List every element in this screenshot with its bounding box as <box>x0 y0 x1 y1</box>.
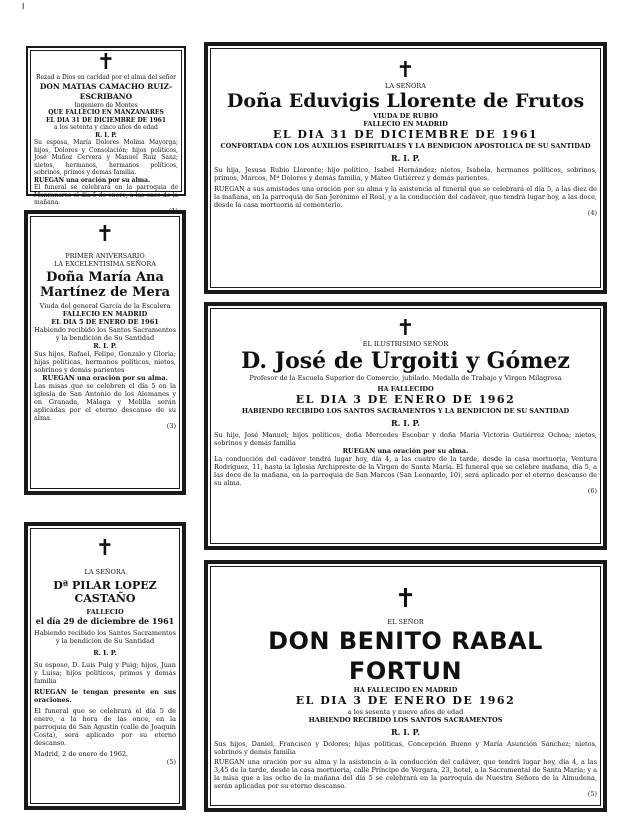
cross-icon: ✝ <box>96 50 116 75</box>
cross-icon: ✝ <box>394 584 417 614</box>
death-date: EL DIA 3 DE ENERO DE 1962 <box>295 393 516 406</box>
notice-number: (4) <box>587 209 597 217</box>
honorific-title: EL ILUSTRISIMO SEÑOR <box>362 340 449 348</box>
age-line: a los sesenta y nueve años de edad <box>347 708 464 716</box>
request-line: RUEGAN una oración por su alma. <box>42 374 168 382</box>
rip-line: R. I. P. <box>93 342 117 350</box>
subtitle: Profesor de la Escuela Superior de Comercio, jubilado. Medalla de Trabajo y Virgen Milagrosa <box>249 374 562 382</box>
death-date: EL DIA 31 DE DICIEMBRE DE 1961 <box>272 128 539 141</box>
obituary-notice-urgoiti-gomez <box>204 302 607 550</box>
death-date: EL DIA 5 DE ENERO DE 1961 <box>51 318 159 326</box>
sacraments-line: Habiendo recibido los Santos Sacramentos y la bendición de Su Santidad <box>34 326 176 342</box>
obituary-notice-llorente-de-frutos <box>204 42 607 294</box>
death-place: QUE FALLECIO EN MANZANARES <box>48 109 164 116</box>
obituary-notice-rabal-fortun <box>204 560 607 812</box>
anniversary-label: PRIMER ANIVERSARIO <box>65 252 145 260</box>
funeral-details: El funeral se celebrará en la parroquia de Manzanares el día 5 de enero, a las once de la mañana. <box>34 184 178 206</box>
death-place: FALLECIO EN MADRID <box>62 310 148 318</box>
obituary-notice-lopez-castano <box>24 522 186 810</box>
notice-intro: Rezad a Dios en caridad por el alma del señor <box>35 74 177 81</box>
status-line: HA FALLECIDO EN MADRID <box>353 686 458 694</box>
deceased-name: DON MATIAS CAMACHO RUIZ-ESCRIBANO <box>39 81 173 101</box>
notice-number: (1) <box>168 206 178 215</box>
notice-number: (6) <box>587 487 597 495</box>
death-place: FALLECIO EN MADRID <box>363 120 448 128</box>
request-line: RUEGAN una oración por su alma. <box>342 447 469 455</box>
page-mark: I <box>22 2 25 11</box>
request-line: RUEGAN le tengan presente en sus oraciones. <box>34 688 176 704</box>
obituary-notice-martinez-de-mera <box>24 210 186 495</box>
subtitle: Viuda del general García de la Escalera <box>39 302 171 310</box>
sacraments-line: Habiendo recibido los Santos Sacramentos y la bendición de Su Santidad <box>34 629 176 645</box>
family-list: Su esposo, D. Luis Puig y Puig; hijos, Juan y Luisa; hijos políticos, primos y demás familia <box>34 661 176 685</box>
status-line: FALLECIO <box>86 608 124 616</box>
cross-icon: ✝ <box>396 316 415 341</box>
widow-line: VIUDA DE RUBIO <box>373 112 438 120</box>
request-line: RUEGAN una oración por su alma. <box>34 176 151 184</box>
status-line: HA FALLECIDO <box>377 385 434 393</box>
family-list: Sus hijos, Daniel, Francisco y Dolores; hijas políticas, Concepción Bueno y María Asunción Sánchez; nietos, sobrinos y demás familia <box>214 740 597 756</box>
family-list: Su esposa, María Dolores Molina Mayorga; hijos, Dolores y Consolación; hijos políticos, José Muñoz Cervera y Manuel Ruiz Sanz; nietos, hermanos, hermanos políticos, sobrinos, primos y demás familia. <box>34 139 178 176</box>
family-list: Sus hijos, Rafael, Felipe, Gonzalo y Gloria; hijas políticas, hermanos políticos, nietos, sobrinos y demás parientes <box>34 350 176 374</box>
honorific-title: LA SEÑORA <box>385 82 426 90</box>
notice-number: (3) <box>166 422 176 430</box>
obituary-notice-camacho <box>26 46 186 215</box>
family-list: Su hijo, José Manuel; hijos políticos, doña Mercedes Escobar y doña María Victoria Gutiérrez Ochoa; nietos, sobrinos y demás familia <box>214 431 597 447</box>
funeral-details: El funeral que se celebrará el día 5 de enero, a la hora de las once, en la parroquia de San Agustín (calle de Joaquín Costa), será aplicado por su eterno descanso. <box>34 707 176 747</box>
deceased-name: D. José de Urgoiti y Gómez <box>241 348 570 374</box>
cross-icon: ✝ <box>95 222 115 247</box>
deceased-name: DON BENITO RABAL FORTUN <box>268 627 543 685</box>
mass-details: Las misas que se celebren el día 5 en la iglesia de San Antonio de los Alemanes y en Granada, Málaga y Melilla serán aplicadas por el eterno descanso de su alma. <box>34 382 176 422</box>
notice-number: (5) <box>587 790 597 798</box>
honorific-title: LA SEÑORA <box>84 568 126 576</box>
rip-line: R. I. P. <box>95 131 117 139</box>
honorific-title: LA EXCELENTISIMA SEÑORA <box>54 260 156 268</box>
cross-icon: ✝ <box>396 58 415 83</box>
rip-line: R. I. P. <box>390 153 420 163</box>
deceased-name: Doña Eduvigis Llorente de Frutos <box>226 90 585 112</box>
age-line: a los setenta y cinco años de edad <box>54 124 158 131</box>
notice-number: (5) <box>166 758 176 766</box>
cross-icon: ✝ <box>95 536 115 561</box>
sacraments-line: HABIENDO RECIBIDO LOS SANTOS SACRAMENTOS <box>308 716 503 724</box>
sacraments-line: HABIENDO RECIBIDO LOS SANTOS SACRAMENTOS Y LA BENDICION DE SU SANTIDAD <box>241 407 570 415</box>
funeral-details: RUEGAN a sus amistades una oración por su alma y la asistencia al funeral que se celebrará el día 5, a las diez de la mañana, en la parroquia de San Jerónimo el Real, y a la conducción del cadáver, que tendrá lugar hoy, a las doce, desde la casa mortuoria al cementerio. <box>214 185 597 209</box>
death-date: el día 29 de diciembre de 1961 <box>35 616 175 626</box>
death-date: EL DIA 3 DE ENERO DE 1962 <box>295 694 516 707</box>
death-date: EL DIA 31 DE DICIEMBRE DE 1961 <box>45 116 167 124</box>
rip-line: R. I. P. <box>93 649 117 657</box>
funeral-details: La conducción del cadáver tendrá lugar hoy, día 4, a las cuatro de la tarde, desde la casa mortuoria, Ventura Rodríguez, 11, hasta la Iglesia Archipreste de la Virgen de Santa María. El funeral que se celebre mañana, día 5, a las doce de la mañana, en la parroquia de San Marcos (San Leonardo, 10), será aplicado por el eterno descanso de su alma. <box>214 455 597 487</box>
profession: Ingeniero de Montes <box>74 101 138 109</box>
deceased-name: Doña María Ana Martínez de Mera <box>39 270 171 300</box>
rip-line: R. I. P. <box>390 727 420 737</box>
dateline: Madrid, 2 de enero de 1962. <box>34 750 129 758</box>
deceased-name: Dª PILAR LOPEZ CASTAÑO <box>53 579 157 605</box>
sacraments-line: CONFORTADA CON LOS AUXILIOS ESPIRITUALES Y LA BENDICION APOSTOLICA DE SU SANTIDAD <box>220 142 591 150</box>
honorific-title: EL SEÑOR <box>387 618 424 626</box>
funeral-details: RUEGAN una oración por su alma y la asistencia a la conducción del cadáver, que tendrá lugar hoy, día 4, a las 3,45 de la tarde, desde la casa mortuoria, calle Príncipe de Vergara, 23, hotel, a la Sacramental de Santa María; y a la misa que a las ocho de la mañana del día 5 se celebrará en la parroquia de Nuestra Señora de la Almudena, serán aplicadas por su eterno descanso. <box>214 758 597 790</box>
family-list: Su hija, Jesusa Rubio Llorente; hijo político, Isabel Hernández; nietos, Isabela, hermanos políticos, sobrinos, primos, Marcos, Mª Dolores y demás familia, y Mateo Gutiérrez y demás parientes. <box>214 166 597 182</box>
rip-line: R. I. P. <box>390 418 420 428</box>
